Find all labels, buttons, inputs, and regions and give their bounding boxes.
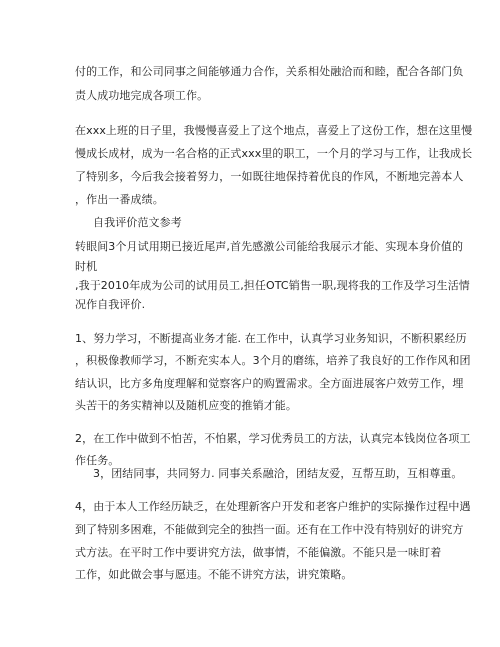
text-line: 了特别多，今后我会接着努力，一如既往地保持着优良的作风，不断地完善本人 [75,170,464,183]
text-line: 1、努力学习，不断提高业务才能. 在工作中，认真学习业务知识，不断积累经历 [75,332,467,345]
section-title: 自我评价范文参考 [93,216,182,229]
text-line: 作任务。 [75,454,120,467]
text-line: 工作，如此做会事与愿违。不能不讲究方法，讲究策略。 [75,568,353,581]
text-line: 头苦干的务实精神以及随机应变的推销才能。 [75,399,297,412]
text-line: 到了特别多困难，不能做到完全的独挡一面。还有在工作中没有特别好的讲究方 [75,523,464,536]
text-line: 结认识，比方多角度理解和觉察客户的购置需求。全方面进展客户效劳工作，埋 [75,377,464,390]
text-line: 时机 [75,260,98,273]
text-line: 况作自我评价. [75,298,146,311]
text-line: 在xxx上班的日子里，我慢慢喜爱上了这个地点，喜爱上了这份工作，想在这里慢 [75,124,473,137]
text-line: 式方法。在平时工作中要讲究方法，做事情，不能偏激。不能只是一味盯着 [75,546,442,559]
text-line: 3，团结同事，共同努力. 同事关系融洽，团结友爱，互帮互助，互相尊重。 [93,467,463,480]
text-line: 责人成功地完成各项工作。 [75,89,209,102]
text-line: 转眼间3个月试用期已接近尾声,首先感激公司能给我展示才能、实现本身价值的 [75,240,464,253]
text-line: ，作出一番成绩。 [75,193,164,206]
text-line: 付的工作，和公司同事之间能够通力合作，关系相处融洽而和睦，配合各部门负 [75,65,464,78]
text-line: ，积极像教师学习，不断充实本人。3个月的磨练，培养了我良好的工作作风和团 [75,354,471,367]
text-line: ,我于2010年成为公司的试用员工,担任OTC销售一职,现将我的工作及学习生活情 [75,279,470,292]
text-line: 2，在工作中做到不怕苦，不怕累，学习优秀员工的方法，认真完本钱岗位各项工 [75,432,471,445]
text-line: 4，由于本人工作经历缺乏，在处理新客户开发和老客户维护的实际操作过程中遇 [75,500,471,513]
text-line: 慢成长成材，成为一名合格的正式xxx里的职工，一个月的学习与工作，让我成长 [75,147,473,160]
